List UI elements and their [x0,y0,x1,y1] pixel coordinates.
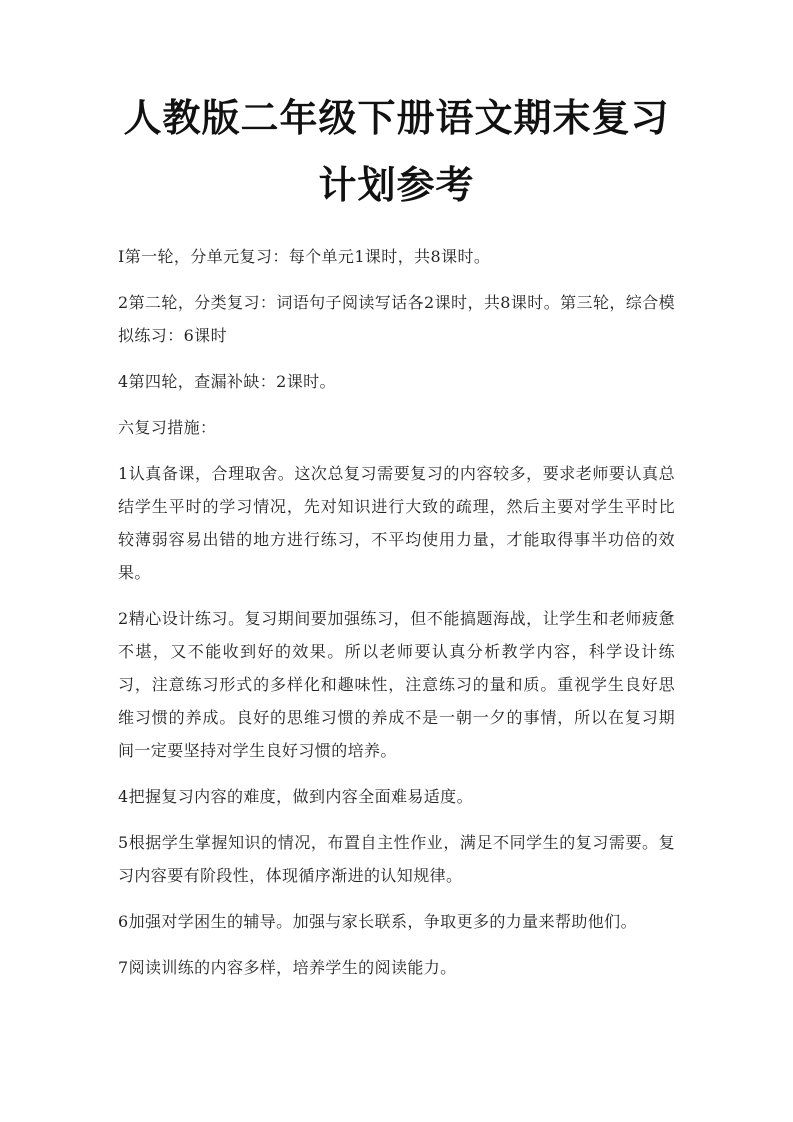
paragraph-measure-2: 2精心设计练习。复习期间要加强练习，但不能搞题海战，让学生和老师疲惫不堪，又不能收到好的效果。所以老师要认真分析教学内容，科学设计练习，注意练习形式的多样化和趣味性，注意练习的量和质。重视学生良好思维习惯的养成。良好的思维习惯的养成不是一朝一夕的事情，所以在复习期间一定要坚持对学生良好习惯的培养。 [118,609,675,760]
paragraph-measure-7: 7阅读训练的内容多样，培养学生的阅读能力。 [118,958,457,977]
paragraph-round-four: 4第四轮，查漏补缺：2课时。 [118,372,336,391]
paragraph-measure-1: 1认真备课，合理取舍。这次总复习需要复习的内容较多，要求老师要认真总结学生平时的学习情况，先对知识进行大致的疏理，然后主要对学生平时比较薄弱容易出错的地方进行练习，不平均使用力量，才能取得事半功倍的效果。 [118,464,675,582]
paragraph-measure-5: 5根据学生掌握知识的情况，布置自主性作业，满足不同学生的复习需要。复习内容要有阶段性，体现循序渐进的认知规律。 [118,833,675,885]
section-heading-measures: 六复习措施： [118,418,217,437]
paragraph-measure-4: 4把握复习内容的难度，做到内容全面难易适度。 [118,787,473,806]
paragraph-measure-6: 6加强对学困生的辅导。加强与家长联系，争取更多的力量来帮助他们。 [118,912,637,931]
paragraph-round-two-three: 2第二轮，分类复习：词语句子阅读写话各2课时，共8课时。第三轮，综合模拟练习：6课时 [118,293,675,345]
document-body [118,240,675,984]
document-title: 人教版二年级下册语文期末复习计划参考 [123,95,670,207]
paragraph-round-one: I第一轮，分单元复习：每个单元1课时，共8课时。 [118,247,491,266]
